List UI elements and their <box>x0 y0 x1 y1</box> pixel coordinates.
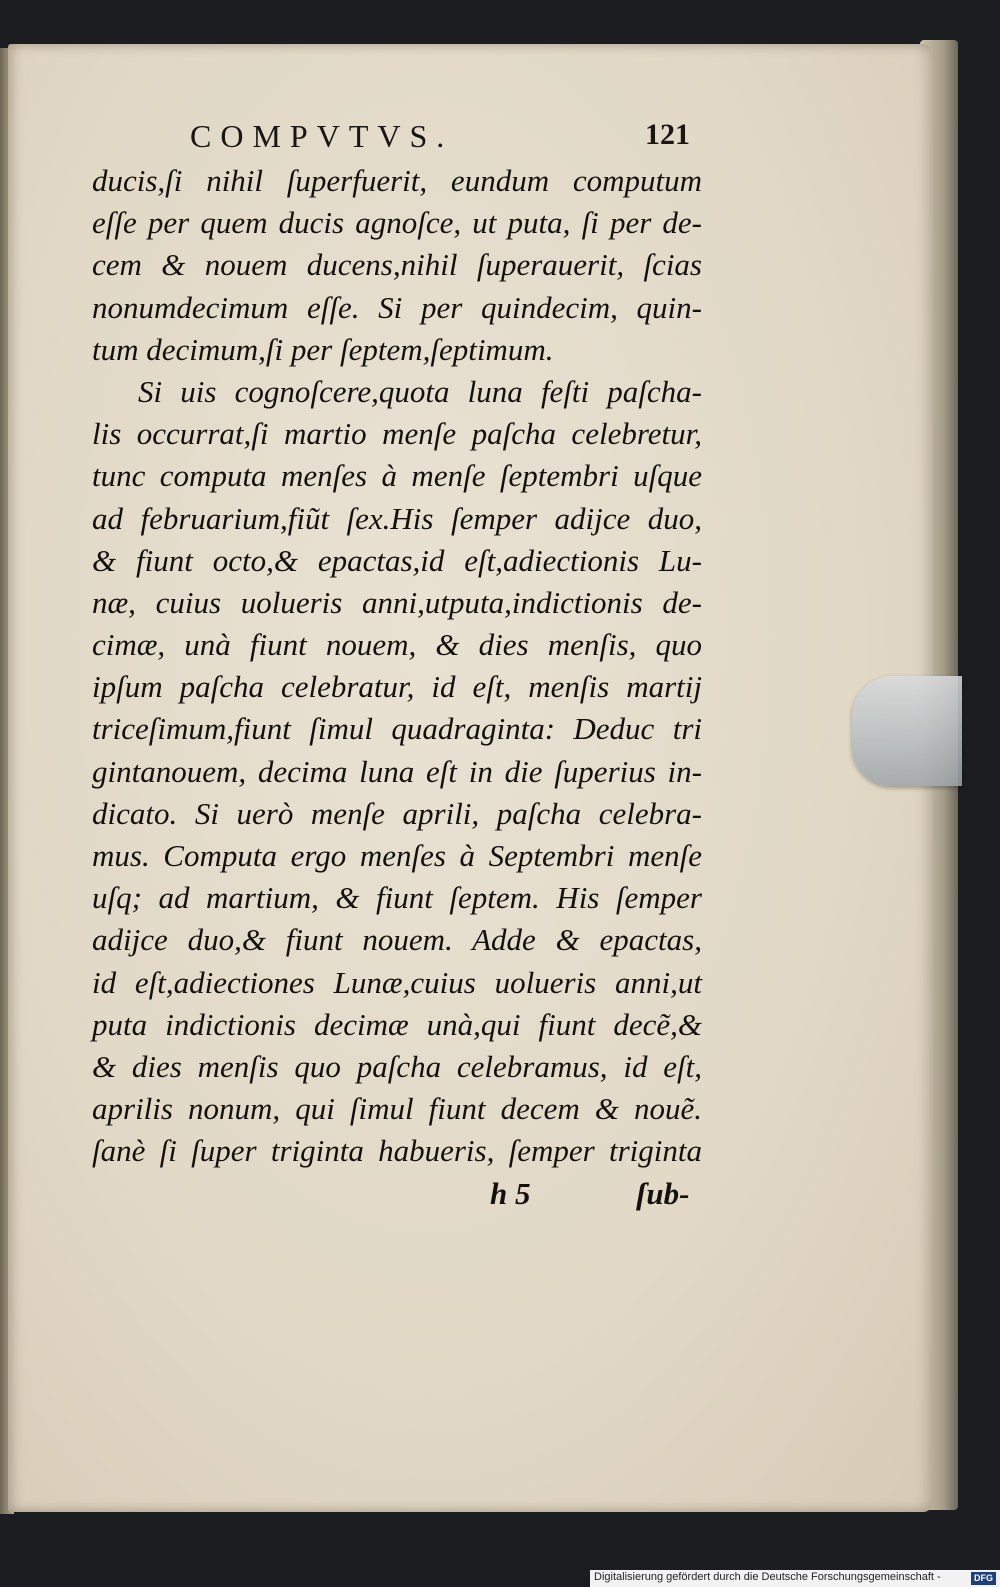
text-line: & dies menſis quo paſcha celebramus, id eſt, <box>92 1048 702 1084</box>
credit-bar <box>590 1570 1000 1587</box>
signature-mark: h 5 <box>490 1176 531 1211</box>
page-clip <box>852 676 962 786</box>
text-line: cimæ, unà fiunt nouem, & dies menſis, quo <box>92 627 702 663</box>
text-line: Si uis cognoſcere,quota luna feſti paſcha- <box>138 373 702 409</box>
text-line: ſanè ſi ſuper triginta habueris, ſemper triginta <box>92 1133 702 1169</box>
text-line: tunc computa menſes à menſe ſeptembri uſque <box>92 458 702 494</box>
text-line: tum decimum,ſi per ſeptem,ſeptimum. <box>92 331 554 367</box>
text-line: triceſimum,fiunt ſimul quadraginta: Deduc tri <box>92 711 702 747</box>
text-line: gintanouem, decima luna eſt in die ſuperius in- <box>92 753 702 789</box>
catchword: ſub- <box>636 1176 690 1211</box>
text-line: ipſum paſcha celebratur, id eſt, menſis martij <box>92 669 702 705</box>
text-line: & fiunt octo,& epactas,id eſt,adiectionis Lu- <box>92 542 702 578</box>
page-footer <box>0 1176 1000 1226</box>
text-line: lis occurrat,ſi martio menſe paſcha celebretur, <box>92 416 702 452</box>
text-line: ad februarium,fiũt ſex.His ſemper adijce duo, <box>92 500 702 536</box>
text-line: cem & nouem ducens,nihil ſuperauerit, ſcias <box>92 247 702 283</box>
text-line: uſq; ad martium, & fiunt ſeptem. His ſemper <box>92 880 702 916</box>
text-line: næ, cuius uolueris anni,utputa,indictionis de- <box>92 584 702 620</box>
running-title: COMPVTVS. <box>190 118 454 154</box>
text-line: ducis,ſi nihil ſuperfuerit, eundum computum <box>92 163 702 198</box>
text-line: mus. Computa ergo menſes à Septembri menſe <box>92 838 702 873</box>
text-line: eſſe per quem ducis agnoſce, ut puta, ſi per de- <box>92 205 702 241</box>
text-line: id eſt,adiectiones Lunæ,cuius uolueris anni,ut <box>92 964 702 1000</box>
page-header <box>190 118 690 162</box>
page-number: 121 <box>645 118 690 151</box>
text-line: adijce duo,& fiunt nouem. Adde & epactas, <box>92 922 702 958</box>
body-text <box>92 160 702 1173</box>
text-line: puta indictionis decimæ unà,qui fiunt decẽ,& <box>92 1006 702 1042</box>
text-line: aprilis nonum, qui ſimul fiunt decem & nouẽ. <box>92 1091 702 1127</box>
text-line: nonumdecimum eſſe. Si per quindecim, quin- <box>92 289 702 325</box>
text-line: dicato. Si uerò menſe aprili, paſcha celebra- <box>92 795 702 831</box>
credit-text: Digitalisierung gefördert durch die Deutsche Forschungsgemeinschaft - <box>594 1571 941 1583</box>
dfg-logo[interactable]: DFG <box>971 1572 996 1585</box>
